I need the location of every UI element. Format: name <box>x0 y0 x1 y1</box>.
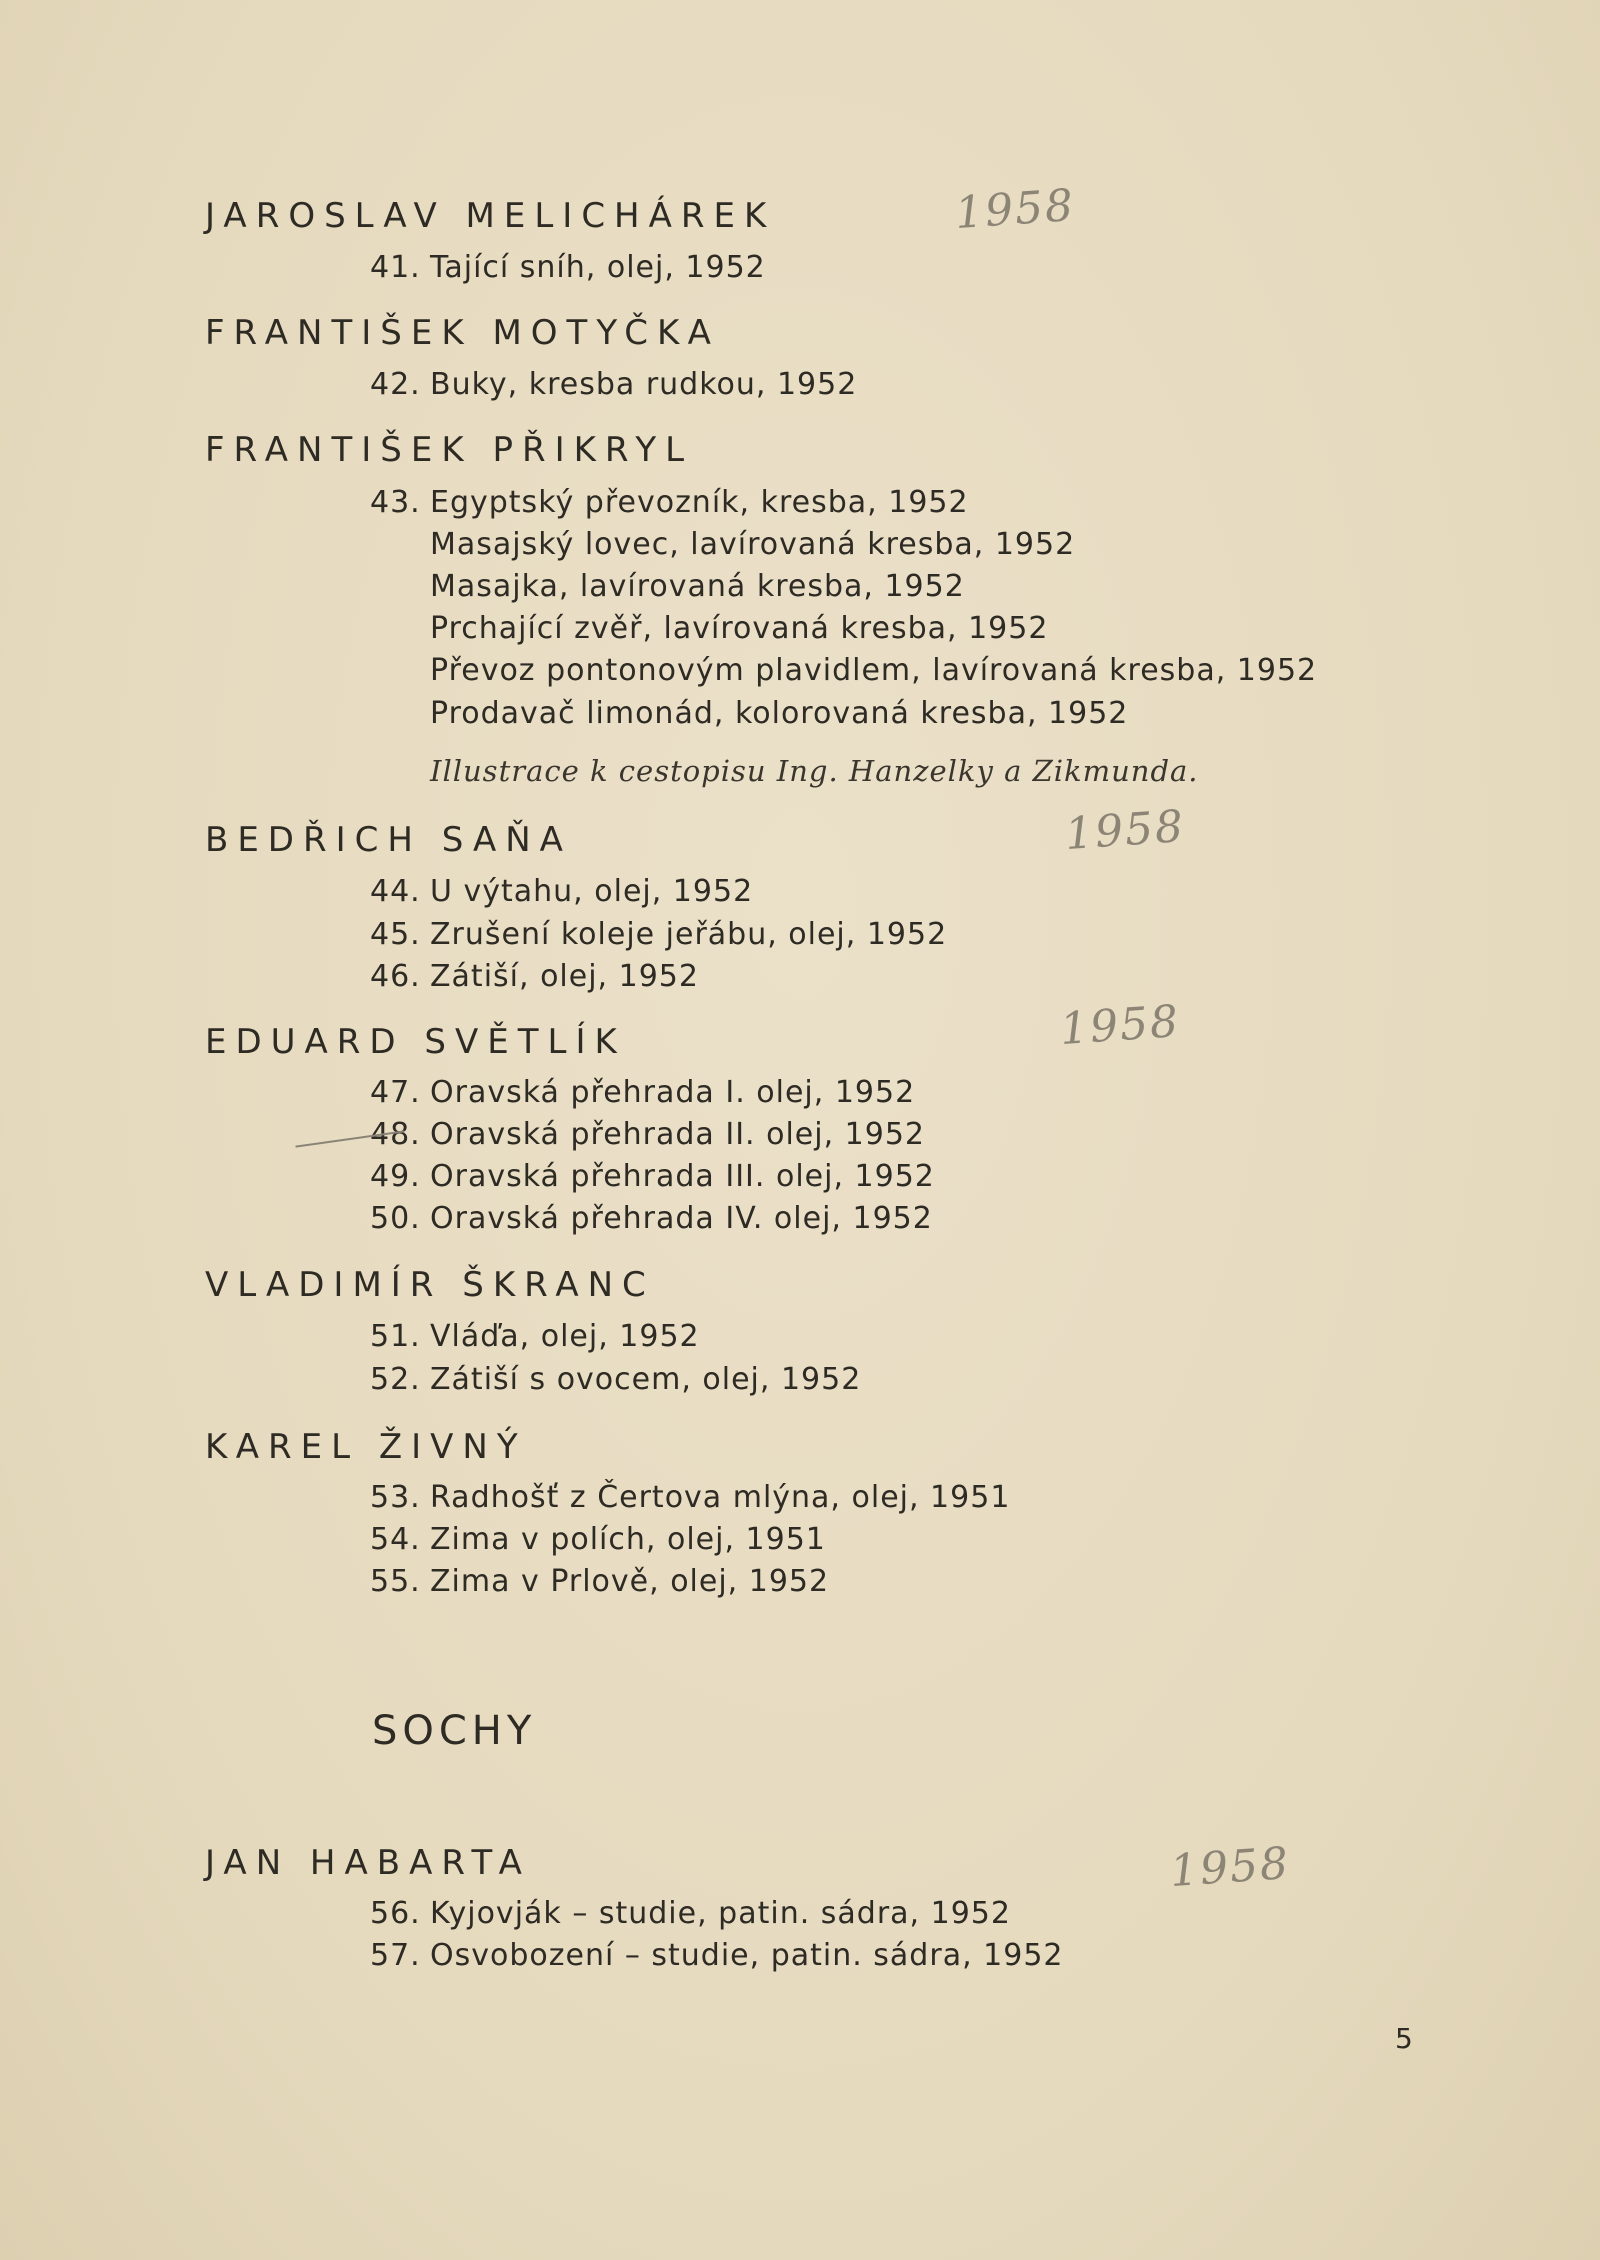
artist-name: JAROSLAV MELICHÁREK <box>205 196 776 236</box>
entry-number: 44. <box>370 874 421 909</box>
catalog-entry <box>370 1159 935 1194</box>
sub-entry: Prchající zvěř, lavírovaná kresba, 1952 <box>430 611 1049 646</box>
artist-name: FRANTIŠEK MOTYČKA <box>205 313 720 353</box>
catalog-entry <box>370 1117 925 1152</box>
entry-number: 56. <box>370 1896 421 1931</box>
catalog-entry <box>370 1201 933 1236</box>
entry-title: Oravská přehrada IV. olej, 1952 <box>430 1201 933 1236</box>
sub-entry: Převoz pontonovým plavidlem, lavírovaná kresba, 1952 <box>430 653 1318 688</box>
entry-title: Zátiší, olej, 1952 <box>430 959 699 994</box>
entry-number: 41. <box>370 250 421 285</box>
entry-title: Oravská přehrada I. olej, 1952 <box>430 1075 916 1110</box>
catalog-entry <box>370 1075 915 1110</box>
entry-title: Kyjovják – studie, patin. sádra, 1952 <box>430 1896 1011 1931</box>
artist-name: BEDŘICH SAŇA <box>205 820 572 860</box>
catalog-entry <box>370 1480 1010 1515</box>
catalog-entry <box>370 250 766 285</box>
entry-number: 50. <box>370 1201 421 1236</box>
entry-title: Osvobození – studie, patin. sádra, 1952 <box>430 1938 1064 1973</box>
entry-title: Zima v Prlově, olej, 1952 <box>430 1564 830 1599</box>
entry-number: 49. <box>370 1159 421 1194</box>
catalog-entry <box>370 874 753 909</box>
entry-number: 52. <box>370 1362 421 1397</box>
sub-entry: Masajka, lavírovaná kresba, 1952 <box>430 569 965 604</box>
entry-number: 48. <box>370 1117 421 1152</box>
sub-entry: Masajský lovec, lavírovaná kresba, 1952 <box>430 527 1076 562</box>
entry-number: 46. <box>370 959 421 994</box>
catalog-entry <box>370 1362 861 1397</box>
catalog-entry <box>370 1564 829 1599</box>
artist-name: VLADIMÍR ŠKRANC <box>205 1265 655 1305</box>
entry-number: 42. <box>370 367 421 402</box>
entry-number: 54. <box>370 1522 421 1557</box>
catalog-entry <box>370 959 699 994</box>
artist-name: FRANTIŠEK PŘIKRYL <box>205 430 694 470</box>
entry-number: 45. <box>370 917 421 952</box>
catalog-entry <box>370 1896 1011 1931</box>
entry-title: Radhošť z Čertova mlýna, olej, 1951 <box>430 1480 1011 1515</box>
entry-number: 43. <box>370 485 421 520</box>
entry-title: Tající sníh, olej, 1952 <box>430 250 766 285</box>
handwritten-year-note: 1958 <box>1063 800 1187 861</box>
handwritten-year-note: 1958 <box>1058 995 1182 1056</box>
entry-number: 57. <box>370 1938 421 1973</box>
sub-entry: Prodavač limonád, kolorovaná kresba, 1952 <box>430 696 1129 731</box>
catalog-entry <box>370 1522 826 1557</box>
entry-title: U výtahu, olej, 1952 <box>430 874 754 909</box>
entry-title: Zátiší s ovocem, olej, 1952 <box>430 1362 862 1397</box>
entry-title: Oravská přehrada III. olej, 1952 <box>430 1159 935 1194</box>
catalog-entry <box>370 917 947 952</box>
illustration-note: Illustrace k cestopisu Ing. Hanzelky a Zikmunda. <box>430 754 1199 788</box>
entry-title: Oravská přehrada II. olej, 1952 <box>430 1117 926 1152</box>
catalog-entry <box>370 1938 1064 1973</box>
handwritten-year-note: 1958 <box>1168 1837 1292 1898</box>
catalog-entry <box>370 1319 700 1354</box>
entry-title: Egyptský převozník, kresba, 1952 <box>430 485 969 520</box>
entry-number: 51. <box>370 1319 421 1354</box>
artist-name: EDUARD SVĚTLÍK <box>205 1022 626 1062</box>
entry-number: 55. <box>370 1564 421 1599</box>
entry-number: 53. <box>370 1480 421 1515</box>
entry-title: Buky, kresba rudkou, 1952 <box>430 367 858 402</box>
section-heading: SOCHY <box>372 1708 537 1754</box>
entry-title: Zrušení koleje jeřábu, olej, 1952 <box>430 917 948 952</box>
handwritten-year-note: 1958 <box>953 179 1077 240</box>
entry-number: 47. <box>370 1075 421 1110</box>
catalog-entry <box>370 367 857 402</box>
page-number: 5 <box>1395 2022 1413 2055</box>
entry-title: Zima v polích, olej, 1951 <box>430 1522 826 1557</box>
artist-name: KAREL ŽIVNÝ <box>205 1427 527 1467</box>
entry-title: Vláďa, olej, 1952 <box>430 1319 700 1354</box>
catalog-entry <box>370 485 969 520</box>
artist-name: JAN HABARTA <box>205 1843 531 1883</box>
